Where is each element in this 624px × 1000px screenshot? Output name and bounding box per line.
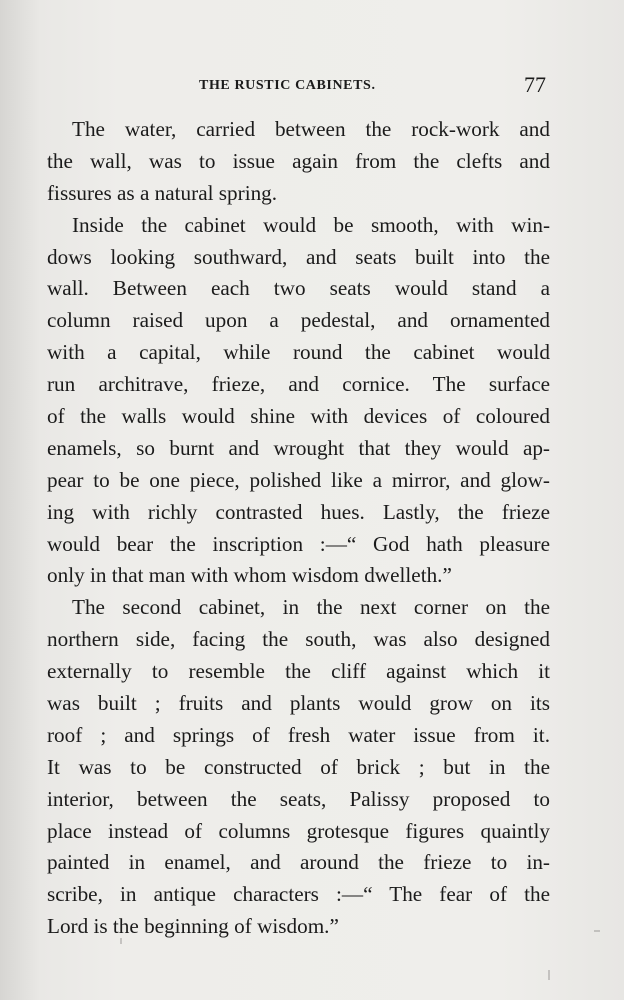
text-line: The water, carried between the rock-work and	[72, 117, 550, 141]
body-text	[47, 114, 550, 943]
running-head	[0, 70, 624, 100]
text-line: The second cabinet, in the next corner on the	[72, 595, 550, 620]
text-line: ing with richly contrasted hues. Lastly, the frieze	[47, 499, 550, 524]
text-line: was built ; fruits and plants would grow on its	[47, 691, 550, 716]
text-line: Inside the cabinet would be smooth, with win-	[72, 212, 550, 237]
text-line: with a capital, while round the cabinet would	[47, 340, 550, 365]
text-line: dows looking southward, and seats built into the	[47, 244, 550, 269]
text-line: only in that man with whom wisdom dwelleth.”	[47, 563, 452, 588]
text-line: roof ; and springs of fresh water issue from it.	[47, 722, 550, 747]
text-line: wall. Between each two seats would stand a	[47, 276, 550, 301]
text-line: would bear the inscription :—“ God hath pleasure	[47, 531, 550, 556]
page-number: 77	[524, 72, 546, 97]
text-line: column raised upon a pedestal, and ornamented	[47, 308, 550, 333]
text-line: run architrave, frieze, and cornice. The surface	[47, 372, 550, 397]
text-line: enamels, so burnt and wrought that they would ap-	[47, 435, 550, 460]
running-head-title: THE RUSTIC CABINETS.	[199, 78, 376, 93]
text-line: of the walls would shine with devices of coloured	[47, 404, 550, 429]
text-line: scribe, in antique characters :—“ The fear of the	[47, 882, 550, 907]
text-line: the wall, was to issue again from the clefts and	[47, 148, 550, 173]
scan-speck	[594, 930, 600, 932]
scan-speck	[548, 970, 550, 980]
text-line: Lord is the beginning of wisdom.”	[47, 914, 339, 939]
text-line: painted in enamel, and around the frieze to in-	[47, 850, 550, 875]
scan-speck	[120, 938, 122, 944]
text-line: northern side, facing the south, was also designed	[47, 627, 550, 652]
text-line: It was to be constructed of brick ; but in the	[47, 754, 550, 779]
text-line: externally to resemble the cliff against which it	[47, 659, 550, 684]
text-line: pear to be one piece, polished like a mirror, and glow-	[47, 467, 550, 492]
text-line: place instead of columns grotesque figures quaintly	[47, 818, 550, 843]
text-line: fissures as a natural spring.	[47, 180, 278, 205]
text-line: interior, between the seats, Palissy proposed to	[47, 786, 550, 811]
